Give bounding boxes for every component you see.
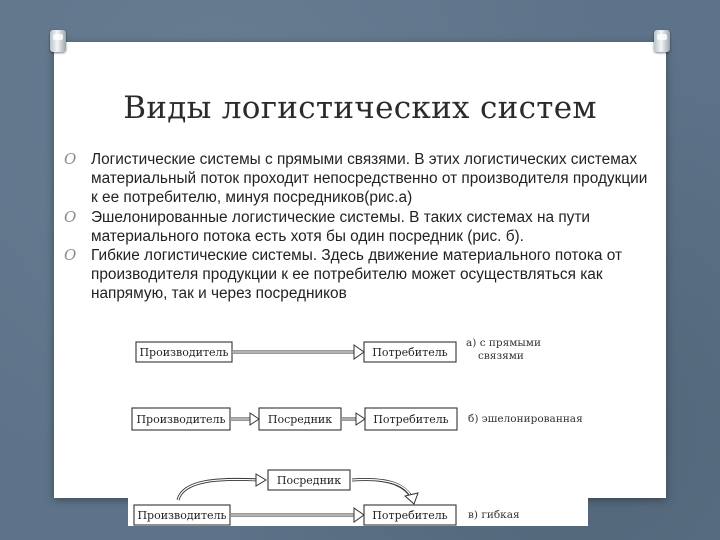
bullet-text: Логистические системы с прямыми связями. В этих логистических системах материальный поток проходит непосредственно от производителя продукции к ее потребителю, минуя посредников(рис.а) — [91, 151, 648, 207]
producer-label-b: Производитель — [136, 413, 226, 426]
bullet-marker-icon: O — [64, 246, 77, 265]
consumer-label-b: Потребитель — [373, 413, 449, 426]
bullet-item — [64, 208, 654, 246]
bullet-marker-icon: O — [64, 207, 77, 226]
caption-b: б) эшелонированная — [468, 413, 583, 425]
caption-a-line1: а) с прямыми — [466, 337, 541, 349]
bullet-item — [64, 246, 654, 304]
caption-a-line2: связями — [478, 350, 524, 362]
intermediary-label-b: Посредник — [267, 413, 333, 426]
right-pin-icon — [654, 30, 670, 52]
bullet-text: Эшелонированные логистические системы. В таких системах на пути материального потока есть хотя бы один посредник (рис. б). — [91, 208, 590, 245]
producer-label-a: Производитель — [139, 346, 229, 359]
bullet-list — [64, 150, 654, 304]
intermediary-label-c: Посредник — [276, 474, 342, 487]
bullet-item — [64, 150, 654, 208]
caption-c: в) гибкая — [468, 509, 520, 521]
consumer-label-a: Потребитель — [372, 346, 448, 359]
consumer-label-c: Потребитель — [372, 509, 448, 522]
logistics-diagram — [128, 330, 588, 526]
producer-label-c: Производитель — [137, 509, 227, 522]
bullet-marker-icon: O — [64, 150, 77, 168]
left-pin-icon — [50, 30, 66, 52]
slide-title: Виды логистических систем — [123, 90, 597, 126]
bullet-text: Гибкие логистические системы. Здесь движение материального потока от производителя продукции к ее потребителю может осуществляться как напрямую, так и через посредников — [91, 247, 623, 303]
